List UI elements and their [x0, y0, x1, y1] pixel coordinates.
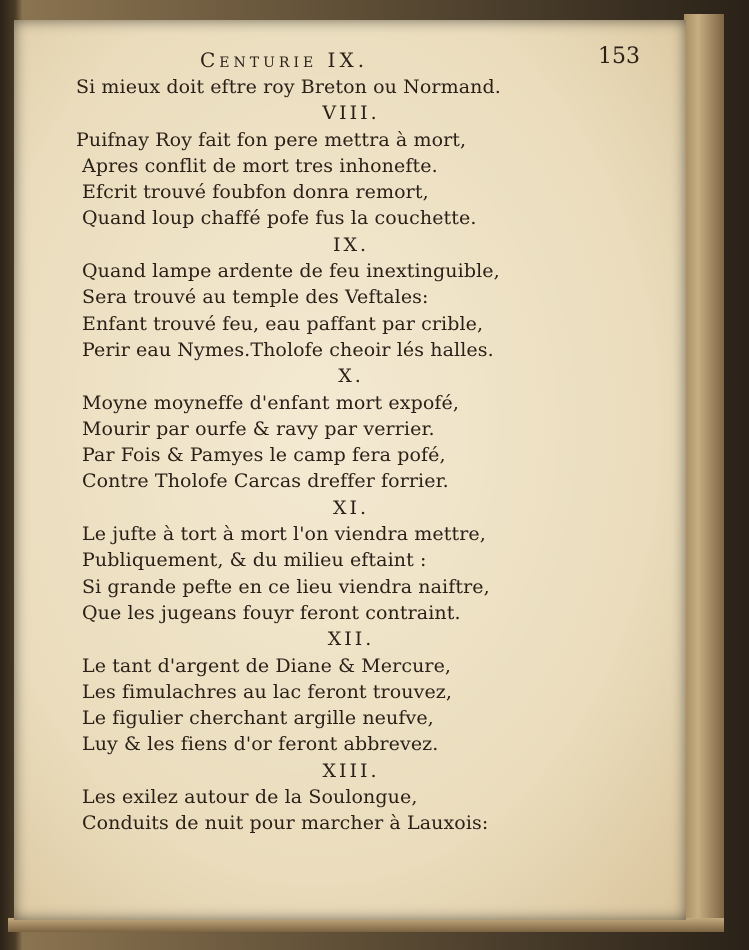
page-edge	[684, 14, 724, 924]
text-line: Les exilez autour de la Soulongue,	[82, 786, 418, 809]
quatrain-number: IX.	[332, 233, 370, 256]
quatrain-number: XIII.	[322, 759, 380, 782]
text-line: Quand lampe ardente de feu inextinguible,	[82, 260, 500, 283]
running-head: Centurie IX.	[200, 48, 369, 72]
text-line: Luy & les fiens d'or feront abbrevez.	[82, 733, 439, 756]
text-line: Que les jugeans fouyr feront contraint.	[82, 601, 461, 624]
verse-text	[76, 74, 636, 837]
text-line: Quand loup chaffé pofe fus la couchette.	[82, 207, 477, 230]
text-line: Publiquement, & du milieu eftaint :	[82, 549, 427, 572]
text-line: Par Fois & Pamyes le camp fera pofé,	[82, 444, 446, 467]
text-line: Mourir par ourfe & ravy par verrier.	[82, 417, 435, 440]
text-line: Sera trouvé au temple des Veftales:	[82, 286, 429, 309]
text-line: Le figulier cherchant argille neufve,	[82, 707, 434, 730]
quatrain-number: XII.	[327, 628, 375, 651]
text-line: Le jufte à tort à mort l'on viendra mettre,	[82, 523, 486, 546]
text-line: Apres conflit de mort tres inhonefte.	[82, 154, 438, 177]
text-line: Perir eau Nymes.Tholofe cheoir lés halles.	[82, 338, 494, 361]
text-line: Le tant d'argent de Diane & Mercure,	[82, 654, 452, 677]
text-line: Puifnay Roy fait fon pere mettra à mort,	[76, 128, 467, 151]
text-line: Si grande pefte en ce lieu viendra naiftre,	[82, 575, 490, 598]
page-number: 153	[598, 44, 640, 69]
text-line: Conduits de nuit pour marcher à Lauxois:	[82, 812, 489, 835]
text-line: Efcrit trouvé foubfon donra remort,	[82, 181, 429, 204]
text-line: Les fimulachres au lac feront trouvez,	[82, 680, 453, 703]
quatrain-number: VIII.	[322, 102, 380, 125]
text-line: Moyne moyneffe d'enfant mort expofé,	[82, 391, 459, 414]
text-line: Contre Tholofe Carcas dreffer forrier.	[82, 470, 449, 493]
quatrain-number: XI.	[332, 496, 370, 519]
quatrain-number: X.	[338, 365, 364, 388]
text-line: Enfant trouvé feu, eau paffant par crible,	[82, 312, 484, 335]
text-line: Si mieux doit eftre roy Breton ou Normand.	[76, 76, 501, 98]
page-header	[60, 44, 640, 76]
page-bottom-edge	[8, 918, 724, 932]
